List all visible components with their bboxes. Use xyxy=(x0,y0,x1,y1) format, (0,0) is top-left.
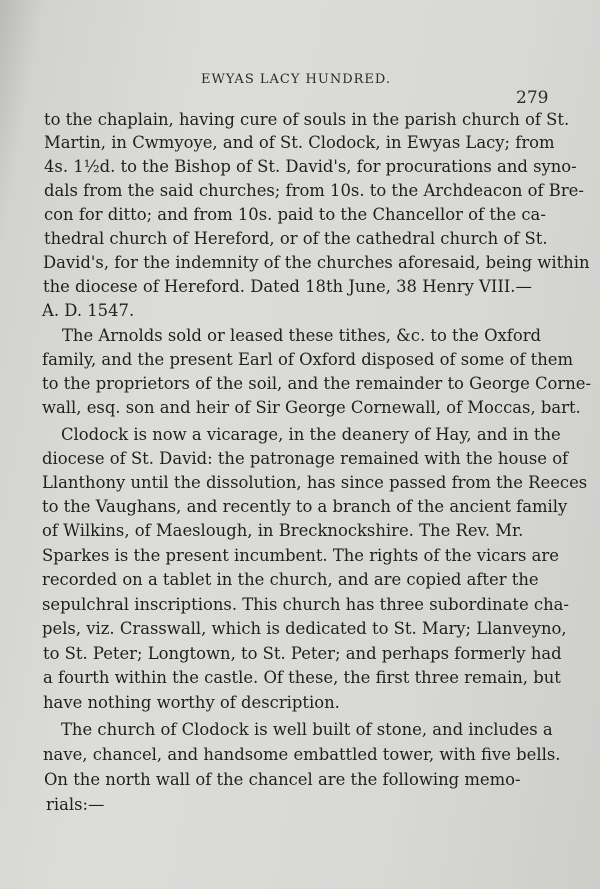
text-line: con for ditto; and from 10s. paid to the Chancellor of the ca- xyxy=(44,205,546,224)
text-line: thedral church of Hereford, or of the cathedral church of St. xyxy=(44,229,548,248)
text-line: Sparkes is the present incumbent. The rights of the vicars are xyxy=(42,546,559,565)
text-line: family, and the present Earl of Oxford disposed of some of them xyxy=(42,350,573,369)
text-line: have nothing worthy of description. xyxy=(43,693,340,712)
text-line: A. D. 1547. xyxy=(42,301,135,320)
text-line: wall, esq. son and heir of Sir George Cornewall, of Moccas, bart. xyxy=(42,398,581,417)
text-line: the diocese of Hereford. Dated 18th June, 38 Henry VIII.— xyxy=(43,277,532,296)
text-line: The church of Clodock is well built of stone, and includes a xyxy=(61,720,553,739)
text-line: The Arnolds sold or leased these tithes, &c. to the Oxford xyxy=(62,326,542,345)
text-line: On the north wall of the chancel are the following memo- xyxy=(44,770,521,789)
text-line: a fourth within the castle. Of these, the first three remain, but xyxy=(43,668,561,687)
text-line: pels, viz. Crasswall, which is dedicated to St. Mary; Llanveyno, xyxy=(42,619,567,638)
text-line: Martin, in Cwmyoye, and of St. Clodock, in Ewyas Lacy; from xyxy=(44,133,555,152)
text-line: Llanthony until the dissolution, has since passed from the Reeces xyxy=(42,473,588,492)
text-line: to the chaplain, having cure of souls in the parish church of St. xyxy=(44,110,570,129)
text-line: to St. Peter; Longtown, to St. Peter; and perhaps formerly had xyxy=(43,644,562,663)
text-line: David's, for the indemnity of the churches aforesaid, being within xyxy=(43,253,590,272)
text-line: recorded on a tablet in the church, and are copied after the xyxy=(42,570,539,589)
text-line: Clodock is now a vicarage, in the deanery of Hay, and in the xyxy=(61,425,561,444)
text-line: to the Vaughans, and recently to a branch of the ancient family xyxy=(42,497,568,516)
text-line: nave, chancel, and handsome embattled tower, with five bells. xyxy=(43,745,561,764)
running-header: EWYAS LACY HUNDRED. xyxy=(201,72,391,87)
text-line: rials:— xyxy=(46,795,105,814)
text-line: of Wilkins, of Maeslough, in Brecknockshire. The Rev. Mr. xyxy=(42,521,524,540)
text-line: 4s. 1½d. to the Bishop of St. David's, for procurations and syno- xyxy=(44,157,577,176)
text-line: to the proprietors of the soil, and the remainder to George Corne- xyxy=(42,374,592,393)
text-line: sepulchral inscriptions. This church has three subordinate cha- xyxy=(42,595,569,614)
text-line: dals from the said churches; from 10s. to the Archdeacon of Bre- xyxy=(44,181,584,200)
page-number: 279 xyxy=(516,88,549,108)
text-line: diocese of St. David: the patronage remained with the house of xyxy=(42,449,569,468)
